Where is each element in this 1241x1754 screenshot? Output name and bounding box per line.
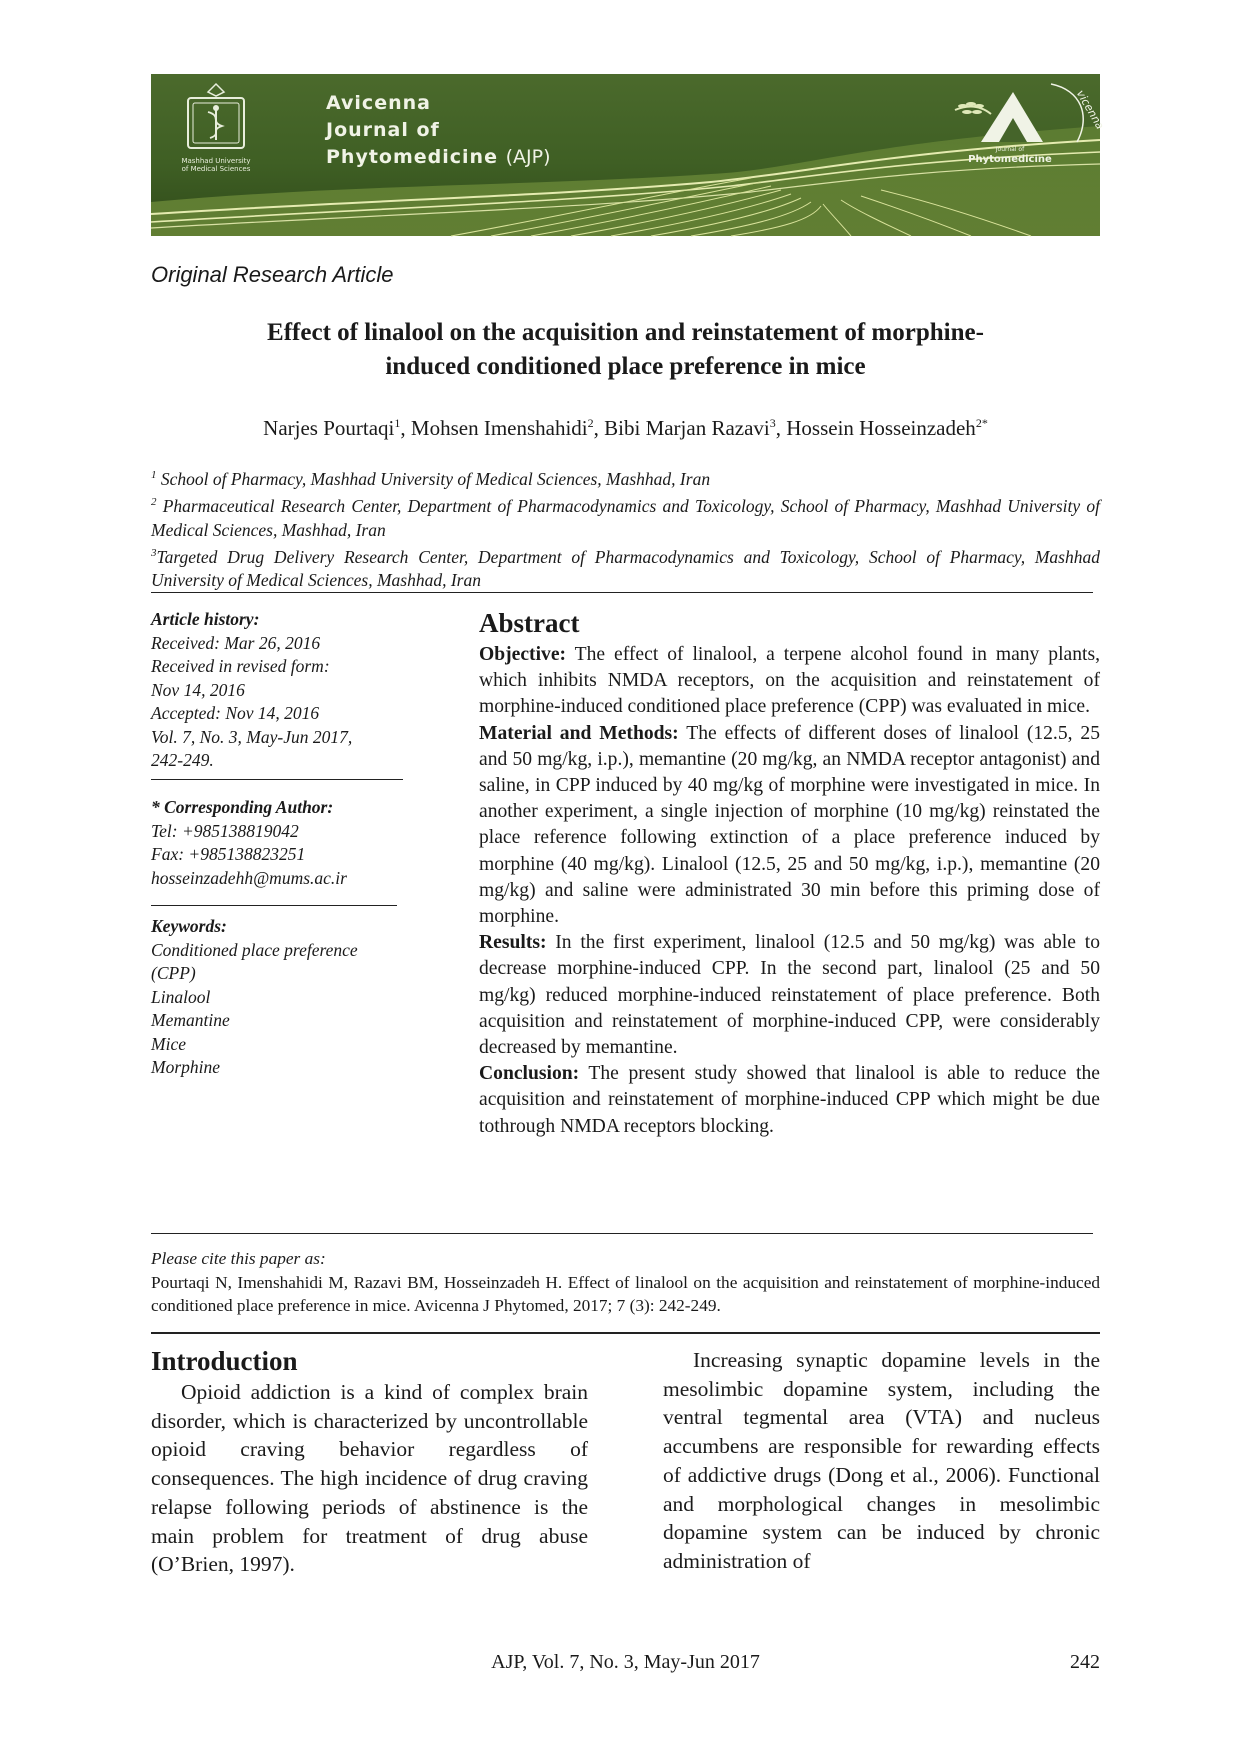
conclusion-text: The present study showed that linalool is able to reduce the acquisition and reinstatement of morphine-induced CPP which might be due tothrough NMDA receptors blocking. [479, 1063, 1100, 1137]
introduction-right-column [663, 1346, 1100, 1576]
citation-text: Pourtaqi N, Imenshahidi M, Razavi BM, Hosseinzadeh H. Effect of linalool on the acquisition and reinstatement of morphine-induced conditioned place preference in mice. Avicenna J Phytomed, 2017; 7 (3): 242-249. [151, 1272, 1100, 1315]
abstract-divider [151, 1233, 1093, 1234]
affiliation-item [151, 464, 1100, 491]
author-affil-mark: 1 [394, 416, 401, 430]
author-name: Narjes Pourtaqi [263, 416, 395, 440]
revised-date: Nov 14, 2016 [151, 679, 245, 700]
affiliations [151, 464, 1100, 593]
keyword-item: Mice [151, 1033, 186, 1054]
author-name: Mohsen Imenshahidi [410, 416, 588, 440]
author-affil-mark: 3 [769, 416, 776, 430]
abstract-methods [479, 721, 1100, 931]
logo-curve-text: vicenna [1073, 87, 1107, 132]
author-separator: , [400, 416, 411, 440]
history-heading: Article history: [151, 609, 260, 629]
revised-label: Received in revised form: [151, 656, 330, 676]
journal-name [326, 90, 550, 171]
logo-small-text: Journal of [995, 146, 1025, 153]
methods-label: Material and Methods: [479, 722, 679, 744]
affiliation-mark: 2 [151, 496, 157, 509]
journal-banner [151, 74, 1107, 236]
introduction-heading: Introduction [151, 1346, 298, 1376]
paper-title [151, 316, 1100, 384]
article-history [151, 608, 419, 773]
conclusion-label: Conclusion: [479, 1063, 580, 1085]
journal-abbreviation: (AJP) [505, 146, 551, 168]
keyword-item: Conditioned place preference [151, 939, 358, 960]
objective-label: Objective: [479, 644, 567, 665]
phytomedicine-logo [951, 80, 1107, 190]
keyword-item: Linalool [151, 986, 211, 1007]
author-separator: , [593, 416, 605, 440]
keyword-item: Memantine [151, 1010, 230, 1030]
author-affil-mark: 2 [587, 416, 594, 430]
affiliation-item [151, 491, 1100, 542]
footer-journal-ref: AJP, Vol. 7, No. 3, May-Jun 2017 [491, 1651, 760, 1673]
author-affil-mark: 2* [975, 416, 988, 430]
accepted-date: Accepted: Nov 14, 2016 [151, 703, 320, 723]
abstract-heading: Abstract [479, 608, 580, 638]
author-separator: , [775, 416, 787, 440]
leaf-a-logo-icon [951, 80, 1107, 150]
keywords-heading: Keywords: [151, 916, 227, 936]
results-text: In the first experiment, linalool (12.5 and 50 mg/kg) was able to decrease morphine-induced CPP. In the second part, linalool (25 and 50 mg/kg) reduced morphine-induced reinstatement of place preference. Both acquisition and reinstatement of morphine-induced CPP, were considerably decreased by memantine. [479, 932, 1100, 1059]
page-number: 242 [1070, 1651, 1100, 1673]
abstract-results [479, 930, 1100, 1061]
abstract-conclusion [479, 1061, 1100, 1140]
journal-name-line3: Phytomedicine [326, 146, 498, 168]
abstract [479, 606, 1100, 1140]
citation-divider [151, 1332, 1100, 1334]
journal-name-line1: Avicenna [326, 92, 431, 114]
journal-name-line2: Journal of [326, 119, 440, 141]
author-email: hosseinzadehh@mums.ac.ir [151, 867, 347, 888]
header-divider [151, 592, 1093, 593]
university-caption-2: of Medical Sciences [181, 165, 251, 173]
received-date: Received: Mar 26, 2016 [151, 632, 321, 653]
page-range: 242-249. [151, 750, 214, 770]
corresponding-heading: * Corresponding Author: [151, 797, 334, 817]
affiliation-item [151, 542, 1100, 593]
author-name: Bibi Marjan Razavi [604, 416, 770, 440]
abstract-objective [479, 642, 1100, 721]
affiliation-text: Pharmaceutical Research Center, Department of Pharmacodynamics and Toxicology, School of Pharmacy, Mashhad University of Medical Sciences, Mashhad, Iran [151, 496, 1100, 540]
sidebar-divider [151, 779, 403, 780]
results-label: Results: [479, 932, 547, 954]
logo-big-text: Phytomedicine [968, 154, 1052, 165]
university-seal [167, 82, 265, 173]
introduction-paragraph-2: Increasing synaptic dopamine levels in the mesolimbic dopamine system, including the ventral tegmental area (VTA) and nucleus accumbens are responsible for rewarding effects of addictive drugs (Dong et al., 2006). Functional and morphological changes in mesolimbic dopamine system can be induced by chronic administration of [663, 1348, 1100, 1573]
citation-label: Please cite this paper as: [151, 1249, 326, 1268]
corresponding-author [151, 796, 419, 890]
affiliation-mark: 1 [151, 469, 157, 481]
keyword-item: Morphine [151, 1057, 221, 1077]
paper-title-line2: induced conditioned place preference in mice [385, 353, 866, 380]
paper-title-line1: Effect of linalool on the acquisition and reinstatement of morphine- [267, 319, 984, 346]
keyword-item: (CPP) [151, 963, 196, 983]
author-fax: Fax: +985138823251 [151, 844, 306, 864]
introduction-left-column [151, 1344, 588, 1579]
methods-text: The effects of different doses of linalool (12.5, 25 and 50 mg/kg, i.p.), memantine (20 mg/kg, an NMDA receptor antagonist) and saline, in CPP induced by 40 mg/kg of morphine were investigated in mice. In another experiment, a single injection of morphine (10 mg/kg) reinstated the place reference following extinction of a place preference induced by morphine (40 mg/kg). Linalool (12.5, 25 and 50 mg/kg, i.p.), memantine (20 mg/kg) and saline were administrated 30 min before this priming dose of morphine. [479, 722, 1100, 928]
keywords [151, 915, 419, 1080]
affiliation-text: School of Pharmacy, Mashhad University of Medical Sciences, Mashhad, Iran [156, 468, 711, 489]
introduction-paragraph-1: Opioid addiction is a kind of complex brain disorder, which is characterized by uncontrollable opioid craving behavior regardless of consequences. The high incidence of drug craving relapse following periods of abstinence is the main problem for treatment of drug abuse (O’Brien, 1997). [151, 1380, 588, 1577]
citation [151, 1247, 1100, 1318]
article-type: Original Research Article [151, 262, 394, 287]
caduceus-icon [174, 82, 258, 152]
author-name: Hossein Hosseinzadeh [786, 416, 976, 440]
sidebar-divider [151, 905, 397, 906]
affiliation-text: Targeted Drug Delivery Research Center, Department of Pharmacodynamics and Toxicology, School of Pharmacy, Mashhad University of Medical Sciences, Mashhad, Iran [151, 546, 1100, 591]
objective-text: The effect of linalool, a terpene alcohol found in many plants, which inhibits NMDA receptors, on the acquisition and reinstatement of morphine-induced conditioned place preference (CPP) was evaluated in mice. [479, 644, 1100, 718]
affiliation-mark: 3 [151, 547, 157, 560]
university-caption-1: Mashhad University [181, 157, 251, 165]
author-list [151, 410, 1100, 441]
author-tel: Tel: +985138819042 [151, 820, 299, 841]
volume-info: Vol. 7, No. 3, May-Jun 2017, [151, 726, 353, 747]
